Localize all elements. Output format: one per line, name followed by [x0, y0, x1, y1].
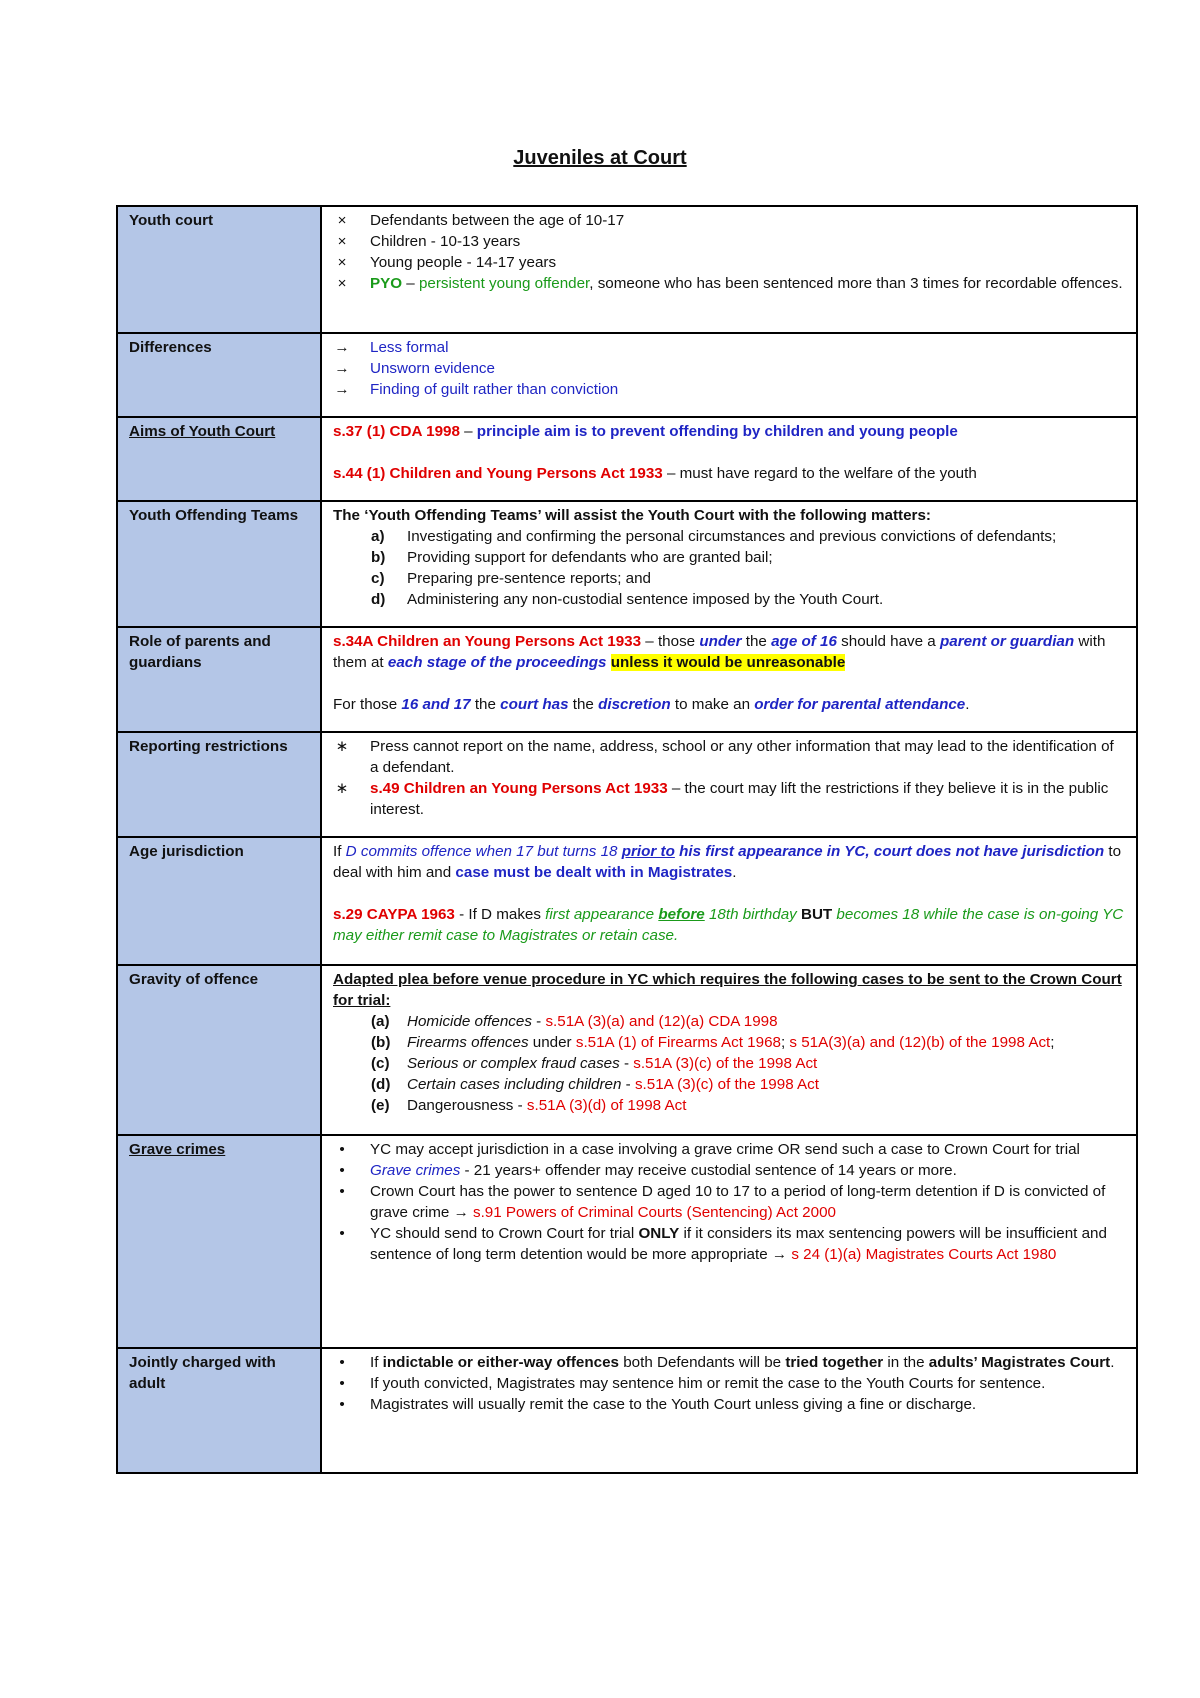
label-grave-crimes: [117, 1135, 321, 1348]
text: to deal with him and: [333, 843, 1122, 881]
text: the: [568, 696, 599, 713]
term: Grave crimes: [370, 1162, 461, 1179]
item-text: Finding of guilt rather than conviction: [370, 381, 619, 398]
cross-icon: ×: [337, 233, 347, 250]
age-paragraph-2: [333, 904, 1125, 946]
item-text: YC may accept jurisdiction in a case involving a grave crime OR send such a case to Crown Court for trial: [370, 1141, 1080, 1158]
item-text: Investigating and confirming the personal circumstances and previous convictions of defendants;: [407, 528, 1057, 545]
text: If: [333, 843, 346, 860]
dash: –: [459, 423, 477, 440]
arrow-icon: →: [334, 339, 350, 356]
gravity-list: [333, 1011, 1125, 1116]
emphasis: discretion: [598, 696, 671, 713]
bullet-icon: •: [339, 1225, 345, 1242]
statute-ref: s.37 (1) CDA 1998: [333, 423, 460, 440]
row-differences: [117, 333, 1137, 417]
row-age-jurisdiction: [117, 837, 1137, 965]
emphasis: tried together: [785, 1354, 884, 1371]
list-item: [333, 231, 1125, 252]
item-text: Children - 10-13 years: [370, 233, 521, 250]
text: .: [965, 696, 970, 713]
bullet-icon: •: [339, 1141, 345, 1158]
list-item: [333, 358, 1125, 379]
row-parents-guardians: [117, 627, 1137, 732]
bullet-icon: •: [339, 1162, 345, 1179]
list-item: [333, 379, 1125, 400]
list-item: [371, 1095, 1125, 1116]
content-youth-court: [321, 206, 1137, 333]
statute-ref: s.29 CAYPA 1963: [333, 906, 455, 923]
text: the: [741, 633, 772, 650]
row-aims: [117, 417, 1137, 501]
emphasis: becomes 18 while the case is on-going YC may either remit case to Magistrates or retain case.: [333, 906, 1124, 944]
emphasis: his first appearance in YC, court does not have jurisdiction: [674, 843, 1105, 860]
text: -: [621, 1076, 635, 1093]
emphasis: each stage of the proceedings: [387, 654, 607, 671]
text: with them at: [333, 633, 1106, 671]
list-item: [371, 1074, 1125, 1095]
juveniles-table: [116, 205, 1138, 1474]
item-text: Press cannot report on the name, address, school or any other information that may lead to the identification of a defendant.: [370, 738, 1114, 776]
aims-paragraph-1: [333, 421, 1125, 442]
pyo-dash: –: [402, 275, 419, 292]
text: .: [732, 864, 737, 881]
text: If: [370, 1354, 383, 1371]
bullet-icon: •: [339, 1354, 345, 1371]
pyo-rest: , someone who has been sentenced more than 3 times for recordable offences.: [589, 275, 1123, 292]
item-text: Young people - 14-17 years: [370, 254, 557, 271]
content-reporting-restrictions: [321, 732, 1137, 837]
label-text: Aims of Youth Court: [129, 423, 276, 440]
item-text: Providing support for defendants who are granted bail;: [407, 549, 773, 566]
emphasis: age of 16: [771, 633, 837, 650]
row-jointly-charged: [117, 1348, 1137, 1473]
list-letter: (e): [371, 1097, 390, 1114]
label-youth-offending-teams: Youth Offending Teams: [117, 501, 321, 627]
list-item: [333, 273, 1125, 294]
statute-ref: s.51A (3)(c) of the 1998 Act: [633, 1055, 818, 1072]
text: -: [531, 1013, 546, 1030]
bullet-icon: •: [339, 1183, 345, 1200]
youth-court-list: [333, 210, 1125, 294]
item-text: Defendants between the age of 10-17: [370, 212, 625, 229]
statute-ref: s 51A(3)(a) and (12)(b) of the 1998 Act: [789, 1034, 1051, 1051]
label-gravity-of-offence: Gravity of offence: [117, 965, 321, 1135]
label-jointly-charged: Jointly charged with adult: [117, 1348, 321, 1473]
row-reporting-restrictions: [117, 732, 1137, 837]
jointly-list: [333, 1352, 1125, 1415]
text: -: [619, 1055, 634, 1072]
offence-name: Firearms offences: [407, 1034, 529, 1051]
item-text: Less formal: [370, 339, 449, 356]
text: - If D makes: [454, 906, 546, 923]
label-aims: [117, 417, 321, 501]
statute-ref: s.91 Powers of Criminal Courts (Sentencing) Act 2000: [472, 1204, 836, 1221]
text: under: [528, 1034, 576, 1051]
emphasis: 18th birthday: [704, 906, 801, 923]
statute-ref: s.51A (1) of Firearms Act 1968: [575, 1034, 781, 1051]
offence-name: Dangerousness: [407, 1097, 514, 1114]
emphasis: ONLY: [638, 1225, 680, 1242]
emphasis: parent or guardian: [939, 633, 1075, 650]
item-text: If youth convicted, Magistrates may sentence him or remit the case to the Youth Courts for sentence.: [370, 1375, 1046, 1392]
text: For those: [333, 696, 402, 713]
list-letter: b): [371, 549, 386, 566]
pyo-name: persistent young offender: [418, 275, 590, 292]
cross-icon: ×: [337, 212, 347, 229]
offence-name: Certain cases including children: [407, 1076, 622, 1093]
text: to make an: [670, 696, 755, 713]
text: the: [470, 696, 501, 713]
list-item: [333, 252, 1125, 273]
offence-name: Serious or complex fraud cases: [407, 1055, 620, 1072]
list-item: [333, 1223, 1125, 1265]
emphasis: adults’ Magistrates Court: [928, 1354, 1111, 1371]
item-text: Preparing pre-sentence reports; and: [407, 570, 651, 587]
content-parents-guardians: [321, 627, 1137, 732]
yot-list: [333, 526, 1125, 610]
emphasis: order for parental attendance: [754, 696, 966, 713]
list-letter: (b): [371, 1034, 391, 1051]
aims-paragraph-2: [333, 463, 1125, 484]
content-differences: [321, 333, 1137, 417]
emphasis: D commits offence when 17 but turns 18: [345, 843, 622, 860]
row-gravity-of-offence: [117, 965, 1137, 1135]
aims-text: principle aim is to prevent offending by children and young people: [476, 423, 958, 440]
list-letter: (d): [371, 1076, 391, 1093]
statute-ref: s.51A (3)(a) and (12)(a) CDA 1998: [545, 1013, 778, 1030]
item-text: Magistrates will usually remit the case to the Youth Court unless giving a fine or discharge.: [370, 1396, 977, 1413]
item-text: Crown Court has the power to sentence D aged 10 to 17 to a period of long-term detention if D is convicted of grave crime: [370, 1183, 1106, 1221]
list-item: [371, 1032, 1125, 1053]
grave-crimes-list: [333, 1139, 1125, 1265]
arrow-icon: →: [334, 360, 350, 377]
label-differences: Differences: [117, 333, 321, 417]
reporting-list: [333, 736, 1125, 820]
arrow-icon: →: [334, 381, 350, 398]
list-letter: c): [371, 570, 385, 587]
differences-list: [333, 337, 1125, 400]
emphasis: prior to: [621, 843, 675, 860]
cross-icon: ×: [337, 254, 347, 271]
cross-icon: ×: [337, 275, 347, 292]
emphasis: before: [658, 906, 705, 923]
list-item: [333, 1160, 1125, 1181]
label-reporting-restrictions: Reporting restrictions: [117, 732, 321, 837]
list-item: [333, 778, 1125, 820]
document-title: Juveniles at Court: [513, 147, 687, 169]
statute-ref: s.34A Children an Young Persons Act 1933: [333, 633, 642, 650]
list-letter: d): [371, 591, 386, 608]
text: .: [1110, 1354, 1115, 1371]
statute-ref: s.49 Children an Young Persons Act 1933: [370, 780, 668, 797]
bullet-icon: •: [339, 1396, 345, 1413]
text: should have a: [836, 633, 940, 650]
text: if it considers its max sentencing powers will be insufficient and sentence of long term detention would be more appropriate: [370, 1225, 1107, 1263]
list-item: [371, 1053, 1125, 1074]
list-item: [371, 589, 1125, 610]
emphasis: case must be dealt with in Magistrates: [455, 864, 733, 881]
star-icon: ∗: [335, 738, 349, 755]
content-jointly-charged: [321, 1348, 1137, 1473]
text: YC should send to Crown Court for trial: [370, 1225, 639, 1242]
text: -: [513, 1097, 527, 1114]
list-item: [371, 547, 1125, 568]
content-gravity-of-offence: [321, 965, 1137, 1135]
label-parents-guardians: Role of parents and guardians: [117, 627, 321, 732]
row-grave-crimes: [117, 1135, 1137, 1348]
pyo-abbr: PYO: [370, 275, 403, 292]
list-item: [333, 337, 1125, 358]
star-icon: ∗: [335, 780, 349, 797]
content-grave-crimes: [321, 1135, 1137, 1348]
list-item: [333, 1352, 1125, 1373]
item-text: – the court may lift the restrictions if they believe it is in the public interest.: [370, 780, 1109, 818]
content-age-jurisdiction: [321, 837, 1137, 965]
list-item: [333, 1139, 1125, 1160]
content-aims: [321, 417, 1137, 501]
arrow-right-icon: →: [771, 1246, 788, 1263]
list-item: [371, 1011, 1125, 1032]
list-letter: (c): [371, 1055, 390, 1072]
label-text: Grave crimes: [129, 1141, 226, 1158]
list-letter: (a): [371, 1013, 390, 1030]
gravity-intro: Adapted plea before venue procedure in YC which requires the following cases to be sent to the Crown Court for trial:: [333, 971, 1122, 1009]
item-text: - 21 years+ offender may receive custodial sentence of 14 years or more.: [460, 1162, 957, 1179]
row-youth-court: [117, 206, 1137, 333]
bullet-icon: •: [339, 1375, 345, 1392]
arrow-right-icon: →: [453, 1204, 469, 1221]
offence-name: Homicide offences: [407, 1013, 532, 1030]
item-text: Unsworn evidence: [370, 360, 495, 377]
text: ;: [780, 1034, 790, 1051]
text: both Defendants will be: [618, 1354, 786, 1371]
list-letter: a): [371, 528, 385, 545]
list-item: [333, 1181, 1125, 1223]
list-item: [333, 1394, 1125, 1415]
content-youth-offending-teams: [321, 501, 1137, 627]
age-paragraph-1: [333, 841, 1125, 883]
statute-ref: s 24 (1)(a) Magistrates Courts Act 1980: [791, 1246, 1057, 1263]
item-text: Administering any non-custodial sentence imposed by the Youth Court.: [407, 591, 884, 608]
text: ;: [1050, 1034, 1055, 1051]
statute-ref: s.51A (3)(c) of the 1998 Act: [634, 1076, 819, 1093]
list-item: [333, 1373, 1125, 1394]
list-item: [333, 210, 1125, 231]
text: in the: [883, 1354, 929, 1371]
emphasis: 16 and 17: [401, 696, 471, 713]
emphasis: first appearance: [545, 906, 659, 923]
aims-text: – must have regard to the welfare of the youth: [662, 465, 977, 482]
row-youth-offending-teams: [117, 501, 1137, 627]
highlighted-text: unless it would be unreasonable: [610, 654, 846, 671]
parents-paragraph-2: [333, 694, 1125, 715]
label-age-jurisdiction: Age jurisdiction: [117, 837, 321, 965]
statute-ref: s.51A (3)(d) of 1998 Act: [526, 1097, 687, 1114]
statute-ref: s.44 (1) Children and Young Persons Act 1933: [333, 465, 663, 482]
text: – those: [641, 633, 700, 650]
emphasis: court has: [500, 696, 569, 713]
label-youth-court: Youth court: [117, 206, 321, 333]
emphasis: under: [699, 633, 742, 650]
emphasis: indictable or either-way offences: [382, 1354, 619, 1371]
yot-intro: The ‘Youth Offending Teams’ will assist the Youth Court with the following matters:: [333, 507, 931, 524]
list-item: [371, 526, 1125, 547]
parents-paragraph-1: [333, 631, 1125, 673]
list-item: [371, 568, 1125, 589]
emphasis: BUT: [800, 906, 833, 923]
list-item: [333, 736, 1125, 778]
